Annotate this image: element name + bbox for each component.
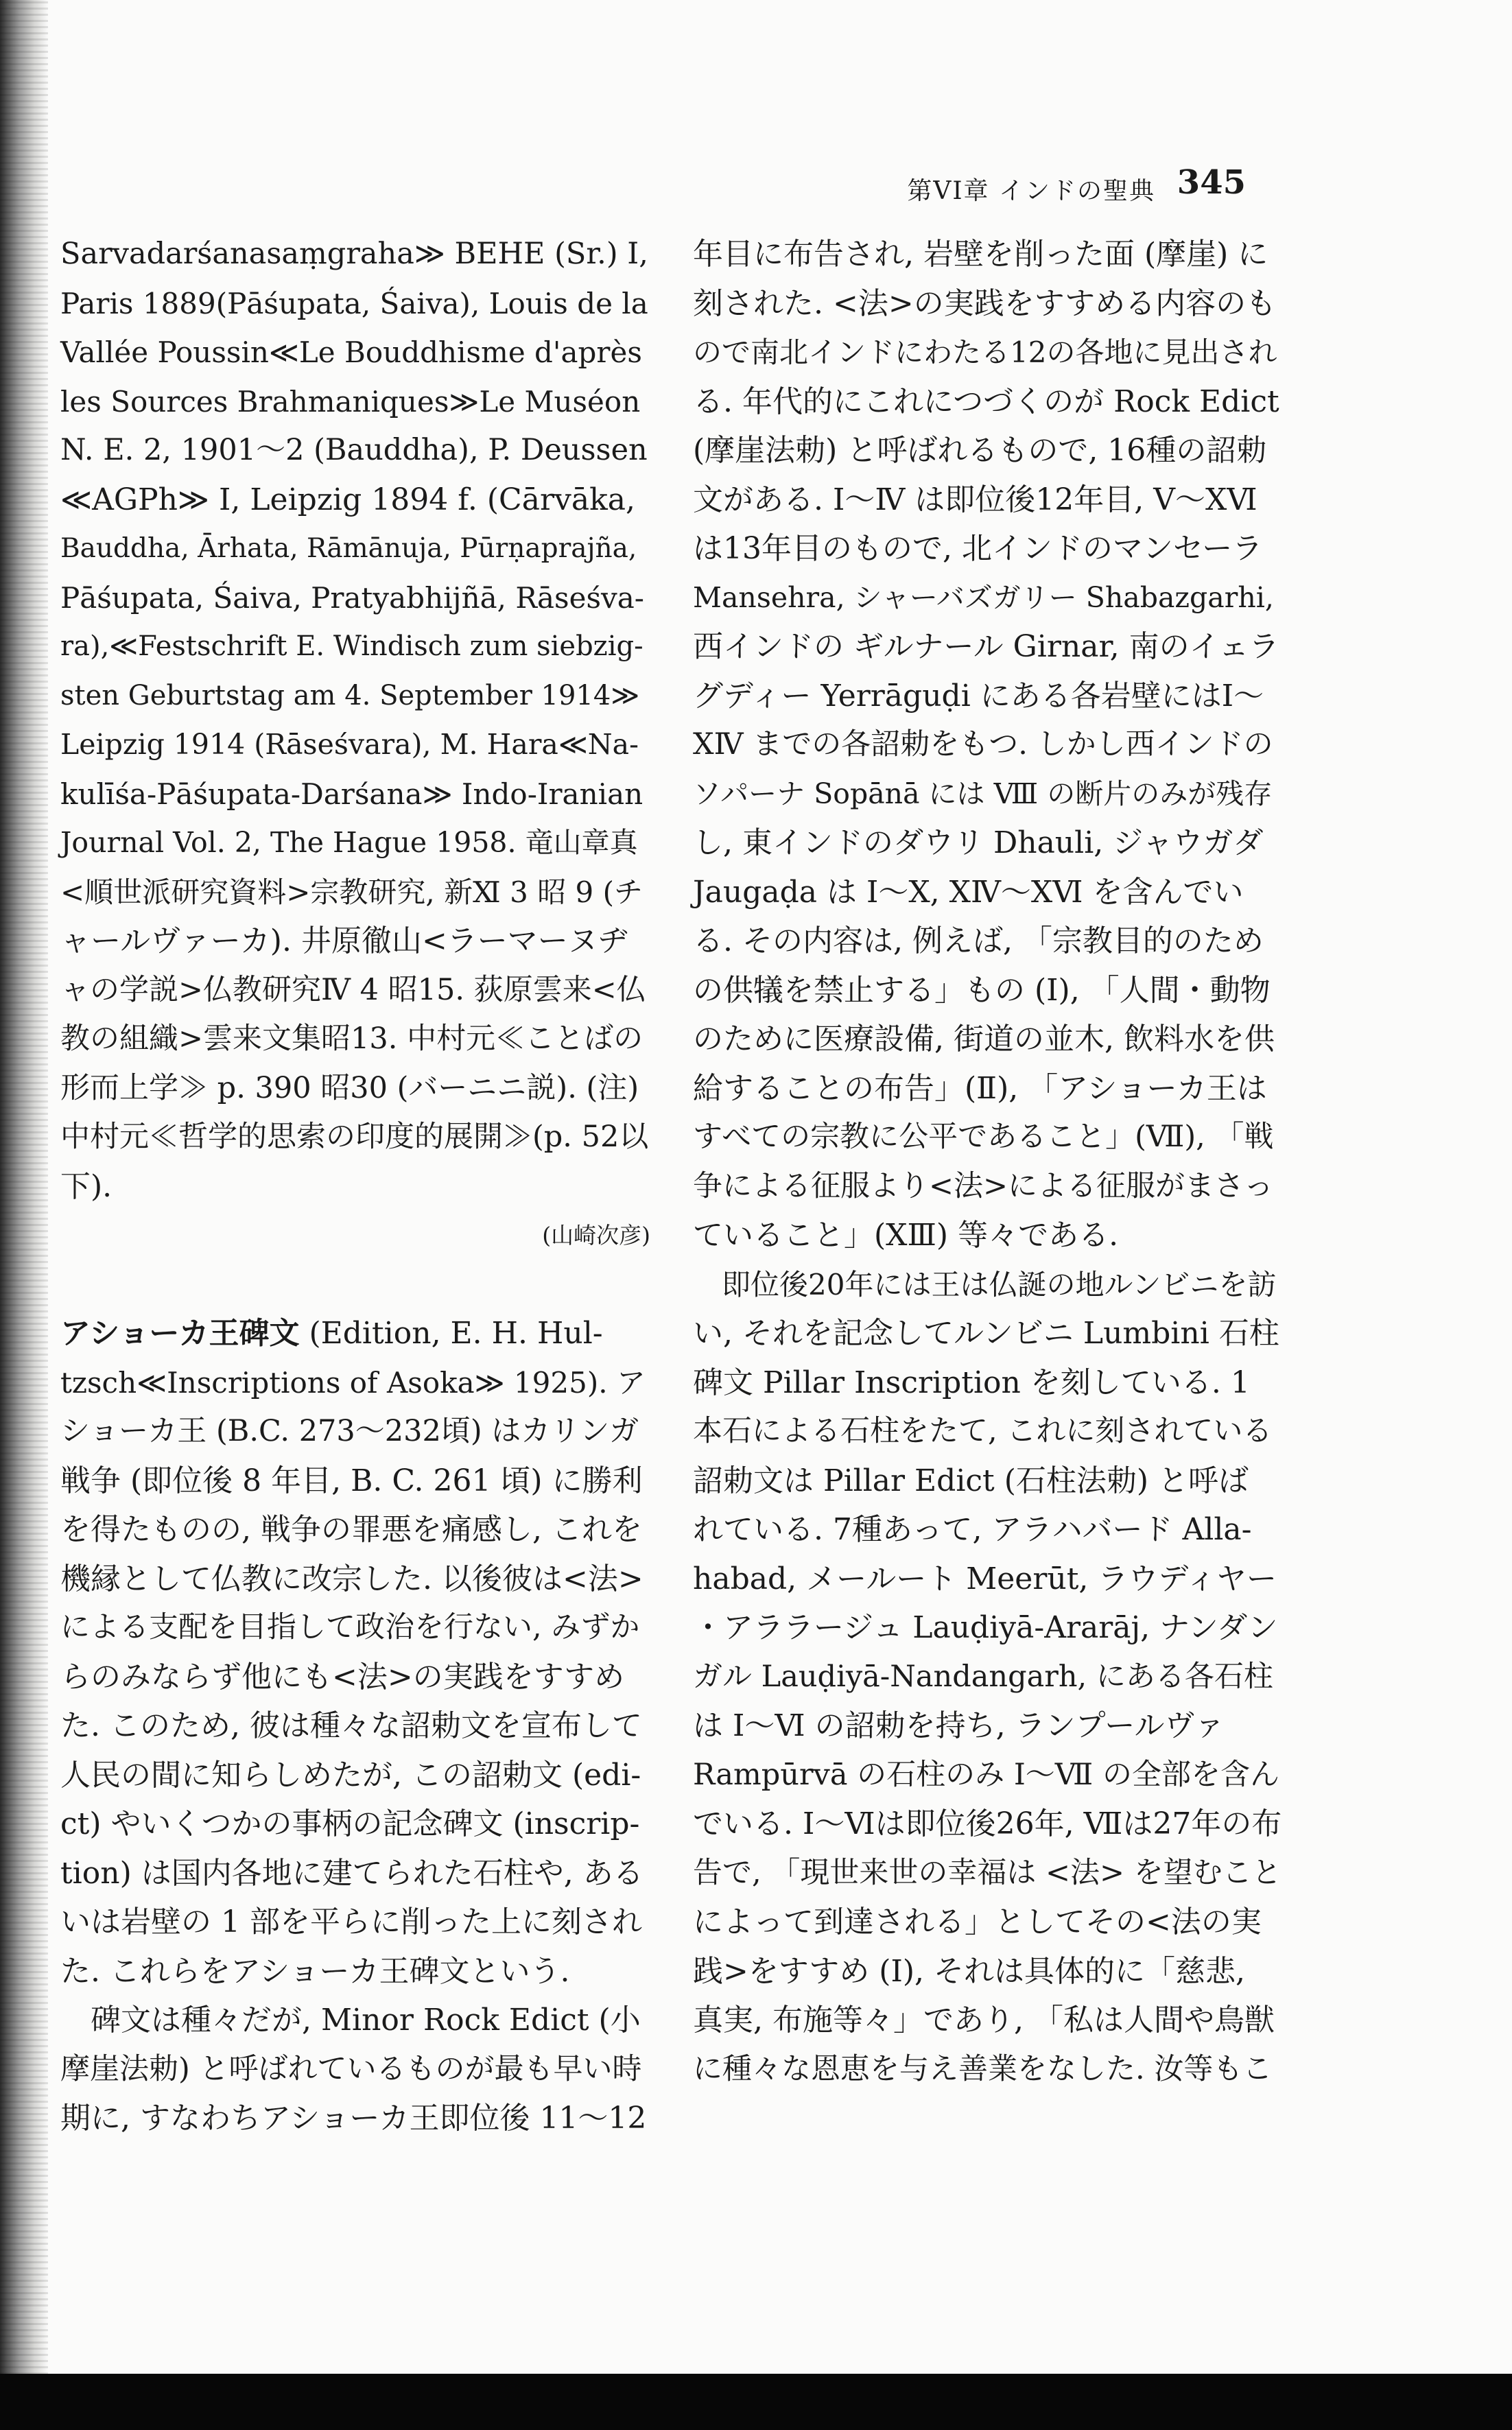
text-line: 教の組織>雲来文集昭13. 中村元≪ことばの	[60, 1022, 643, 1056]
text-line: ので南北インドにわたる12の各地に見出され	[693, 335, 1277, 369]
text-line: 給することの布告」(Ⅱ), 「アショーカ王は	[693, 1070, 1267, 1106]
text-line: 刻された. <法>の実践をすすめる内容のも	[693, 285, 1277, 321]
text-line: の供犠を禁止する」もの (Ⅰ), 「人間・動物	[693, 972, 1271, 1008]
text-line: 年目に布告され, 岩壁を削った面 (摩崖) に	[693, 237, 1268, 272]
text-line: ショーカ王 (B.C. 273〜232頃) はカリンガ	[60, 1414, 639, 1448]
text-line: グディー Yerrāguḍi にある各岩壁にはⅠ〜	[693, 678, 1264, 713]
text-line: 摩崖法勅) と呼ばれているものが最も早い時	[60, 2051, 642, 2086]
text-line: ⅩⅣ までの各詔勅をもつ. しかし西インドの	[693, 727, 1273, 762]
text-line: 本石による石柱をたて, これに刻されている	[693, 1414, 1273, 1448]
text-line: ct) やいくつかの事柄の記念碑文 (inscrip-	[60, 1806, 640, 1841]
right-column	[693, 230, 1283, 2094]
text-line: は Ⅰ〜Ⅵ の詔勅を持ち, ランプールヴァ	[693, 1708, 1225, 1743]
text-line: ャールヴァーカ). 井原徹山<ラーマーヌヂ	[60, 923, 628, 958]
text-line: Journal Vol. 2, The Hague 1958. 竜山章真	[60, 826, 638, 859]
text-line: 西インドの ギルナール Girnar, 南のイェラ	[693, 629, 1279, 664]
text-line: は13年目のもので, 北インドのマンセーラ	[693, 531, 1263, 566]
text-line: Mansehra, シャーバズガリー Shabazgarhi,	[693, 580, 1274, 614]
text-line: tzsch≪Inscriptions of Asoka≫ 1925). ア	[60, 1365, 646, 1400]
text-line: 中村元≪哲学的思索の印度的展開≫(p. 52以	[60, 1120, 649, 1154]
entry-citation: (Edition, E. H. Hul-	[299, 1316, 603, 1351]
entry-heading-line	[60, 1309, 650, 1358]
text-line: ャの学説>仏教研究Ⅳ 4 昭15. 荻原雲来<仏	[60, 972, 646, 1007]
text-line: 告で, 「現世来世の幸福は <法> を望むこと	[693, 1855, 1281, 1890]
text-line: た. これらをアショーカ王碑文という.	[60, 1953, 570, 1989]
text-line: による支配を目指して政治を行ない, みずか	[60, 1610, 640, 1644]
text-line: tion) は国内各地に建てられた石柱や, ある	[60, 1855, 643, 1891]
text-line: N. E. 2, 1901〜2 (Bauddha), P. Deussen	[60, 433, 648, 467]
text-line: 真実, 布施等々」であり, 「私は人間や鳥獣	[693, 2003, 1275, 2038]
text-line: ・アララージュ Lauḍiyā-Ararāj, ナンダン	[693, 1610, 1278, 1645]
text-line: 形而上学≫ p. 390 昭30 (バーニニ説). (注)	[60, 1070, 639, 1105]
text-line: Rampūrvā の石柱のみ Ⅰ〜Ⅶ の全部を含ん	[693, 1757, 1279, 1792]
text-line: し, 東インドのダウリ Dhauli, ジャウガダ	[693, 825, 1264, 860]
running-head: 第VI章 インドの聖典	[907, 177, 1155, 205]
text-line: Vallée Poussin≪Le Bouddhisme d'après	[60, 335, 642, 369]
text-line: に種々な恩恵を与え善業をなした. 汝等もこ	[693, 2051, 1273, 2086]
text-line: Paris 1889(Pāśupata, Śaiva), Louis de la	[60, 286, 648, 320]
scan-shadow-texture	[0, 0, 48, 2381]
text-line: のために医療設備, 街道の並木, 飲料水を供	[693, 1022, 1275, 1057]
paragraph-gap	[60, 1260, 650, 1310]
text-line: すべての宗教に公平であること」(Ⅶ), 「戦	[693, 1120, 1274, 1154]
text-line: 碑文は種々だが, Minor Rock Edict (小	[60, 2003, 641, 2038]
text-line: 即位後20年には王は仏誕の地ルンビニを訪	[693, 1267, 1277, 1301]
text-line: 争による征服より<法>による征服がまさっ	[693, 1168, 1274, 1203]
text-line: Pāśupata, Śaiva, Pratyabhijñā, Rāseśva-	[60, 580, 644, 615]
author-signature: (山崎次彦)	[542, 1222, 650, 1249]
text-line: た. このため, 彼は種々な詔勅文を宣布して	[60, 1708, 642, 1743]
text-line: を得たものの, 戦争の罪悪を痛感し, これを	[60, 1512, 642, 1547]
text-line: 戦争 (即位後 8 年目, B. C. 261 頃) に勝利	[60, 1463, 643, 1498]
text-line: い, それを記念してルンビニ Lumbini 石柱	[693, 1316, 1279, 1351]
entry-term: アショーカ王碑文	[60, 1316, 300, 1351]
text-line: Sarvadarśanasaṃgraha≫ BEHE (Sr.) Ⅰ,	[60, 237, 648, 271]
text-line: kulīśa-Pāśupata-Darśana≫ Indo-Iranian	[60, 777, 643, 811]
page-number: 345	[1177, 163, 1246, 202]
text-line: 文がある. Ⅰ〜Ⅳ は即位後12年目, Ⅴ〜ⅩⅥ	[693, 482, 1257, 517]
text-line: らのみならず他にも<法>の実践をすすめ	[60, 1659, 625, 1695]
scan-bottom-border	[0, 2374, 1512, 2430]
text-line: る. 年代的にこれにつづくのが Rock Edict	[693, 384, 1279, 419]
text-line: (摩崖法勅) と呼ばれるもので, 16種の詔勅	[693, 433, 1267, 468]
text-line: les Sources Brahmaniques≫Le Muséon	[60, 384, 641, 418]
text-line: Bauddha, Ārhata, Rāmānuja, Pūrṇaprajña,	[60, 533, 637, 564]
text-line: ≪AGPh≫ Ⅰ, Leipzig 1894 f. (Cārvāka,	[60, 482, 635, 517]
text-line: sten Geburtstag am 4. September 1914≫	[60, 679, 640, 711]
text-line: ガル Lauḍiyā-Nandangarh, にある各石柱	[693, 1659, 1273, 1694]
text-line: 機縁として仏教に改宗した. 以後彼は<法>	[60, 1561, 643, 1596]
text-line: 詔勅文は Pillar Edict (石柱法勅) と呼ば	[693, 1463, 1249, 1498]
text-line: Leipzig 1914 (Rāseśvara), M. Hara≪Na-	[60, 728, 639, 761]
text-line: ra),≪Festschrift E. Windisch zum siebzig-	[60, 630, 643, 662]
text-line: でいる. Ⅰ〜Ⅵは即位後26年, Ⅶは27年の布	[693, 1806, 1282, 1841]
text-line: habad, メールート Meerūt, ラウディヤー	[693, 1561, 1277, 1596]
text-line: 下).	[60, 1168, 113, 1204]
text-line: ソパーナ Sopānā には Ⅷ の断片のみが残存	[693, 777, 1273, 810]
text-line: によって到達される」としてその<法の実	[693, 1904, 1262, 1939]
text-line: れている. 7種あって, アラハバード Alla-	[693, 1512, 1252, 1547]
text-line: Jaugaḍa は Ⅰ〜Ⅹ, ⅩⅣ〜ⅩⅥ を含んでい	[693, 874, 1244, 910]
text-line: いは岩壁の 1 部を平らに削った上に刻され	[60, 1904, 642, 1939]
text-line: 碑文 Pillar Inscription を刻している. 1	[693, 1365, 1250, 1400]
text-line: 人民の間に知らしめたが, この詔勅文 (edi-	[60, 1757, 641, 1793]
text-line: <順世派研究資料>宗教研究, 新Ⅺ 3 昭 9 (チ	[60, 875, 643, 909]
text-line: 践>をすすめ (Ⅰ), それは具体的に「慈悲,	[693, 1953, 1245, 1989]
text-line: 期に, すなわちアショーカ王即位後 11〜12	[60, 2101, 647, 2136]
text-line: る. その内容は, 例えば, 「宗教目的のため	[693, 923, 1264, 958]
text-line: ていること」(ⅩⅢ) 等々である.	[693, 1218, 1119, 1253]
left-column	[60, 230, 650, 2143]
